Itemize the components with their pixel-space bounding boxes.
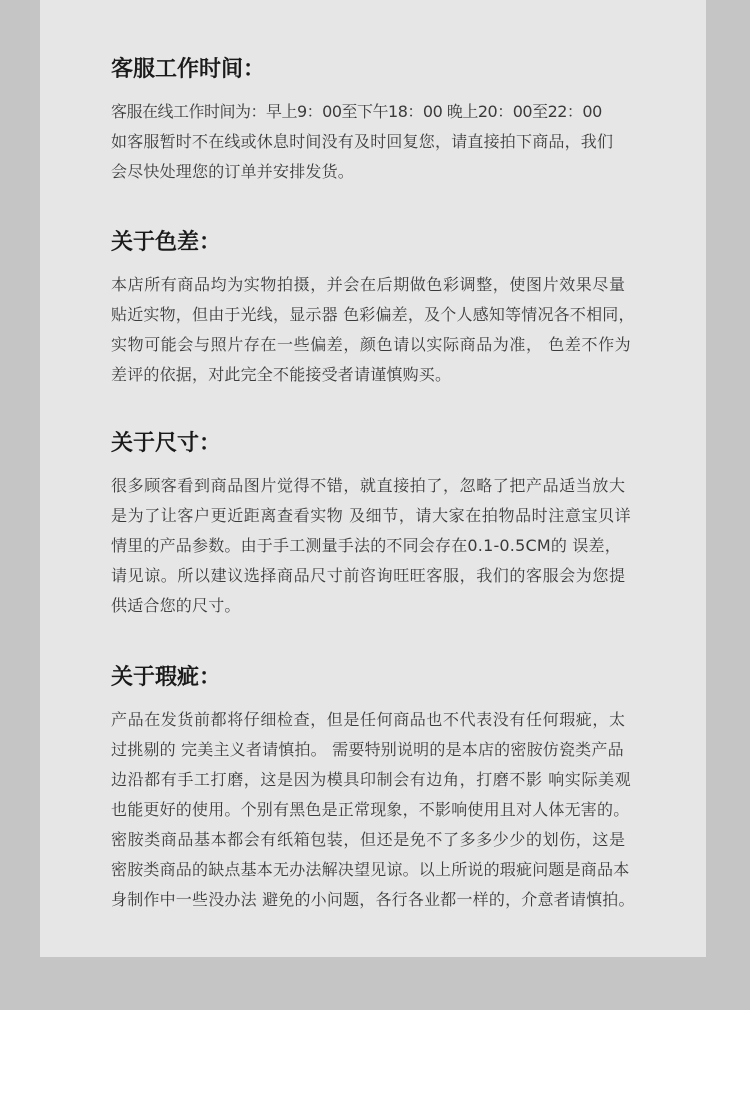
paragraph-line: 是为了让客户更近距离查看实物 及细节，请大家在拍物品时注意宝贝详: [111, 506, 632, 525]
paragraph-line: 很多顾客看到商品图片觉得不错，就直接拍了，忽略了把产品适当放大: [111, 476, 626, 495]
section-color-difference: [111, 229, 691, 390]
section-body: [111, 705, 691, 915]
paragraph-line: 过挑剔的 完美主义者请慎拍。 需要特别说明的是本店的密胺仿瓷类产品: [111, 740, 624, 759]
paragraph-line: 贴近实物，但由于光线，显示器 色彩偏差，及个人感知等情况各不相同，: [111, 305, 635, 324]
paragraph-line: 身制作中一些没办法 避免的小问题，各行各业都一样的，介意者请慎拍。: [111, 890, 635, 909]
paragraph-line: 边沿都有手工打磨，这是因为模具印制会有边角，打磨不影 响实际美观: [111, 770, 632, 789]
paragraph-line: 请见谅。所以建议选择商品尺寸前咨询旺旺客服，我们的客服会为您提: [111, 566, 626, 585]
section-heading: 关于色差：: [111, 230, 222, 255]
section-heading: 关于瑕疵：: [111, 665, 222, 690]
paragraph-line: 密胺类商品的缺点基本无办法解决望见谅。以上所说的瑕疵问题是商品本: [111, 860, 630, 879]
section-heading: 关于尺寸：: [111, 431, 222, 456]
section-body: [111, 97, 691, 187]
paragraph-line: 差评的依据，对此完全不能接受者请谨慎购买。: [111, 365, 452, 384]
paragraph-line: 客服在线工作时间为：早上9：00至下午18：00 晚上20：00至22：00: [111, 102, 602, 121]
section-heading: 客服工作时间：: [111, 57, 266, 82]
section-defects: [111, 664, 691, 915]
content-panel: [40, 0, 706, 957]
paragraph-line: 供适合您的尺寸。: [111, 596, 241, 615]
paragraph-line: 密胺类商品基本都会有纸箱包装，但还是免不了多多少少的划伤，这是: [111, 830, 626, 849]
section-service-hours: [111, 56, 691, 187]
section-body: [111, 270, 691, 390]
paragraph-line: 如客服暂时不在线或休息时间没有及时回复您，请直接拍下商品，我们: [111, 132, 614, 151]
paragraph-line: 情里的产品参数。由于手工测量手法的不同会存在0.1-0.5CM的 误差，: [111, 536, 621, 555]
section-size: [111, 430, 691, 621]
section-body: [111, 471, 691, 621]
paragraph-line: 会尽快处理您的订单并安排发货。: [111, 162, 355, 181]
paragraph-line: 也能更好的使用。个别有黑色是正常现象，不影响使用且对人体无害的。: [111, 800, 630, 819]
paragraph-line: 实物可能会与照片存在一些偏差，颜色请以实际商品为准， 色差不作为: [111, 335, 632, 354]
paragraph-line: 产品在发货前都将仔细检查，但是任何商品也不代表没有任何瑕疵，太: [111, 710, 626, 729]
paragraph-line: 本店所有商品均为实物拍摄，并会在后期做色彩调整，使图片效果尽量: [111, 275, 626, 294]
